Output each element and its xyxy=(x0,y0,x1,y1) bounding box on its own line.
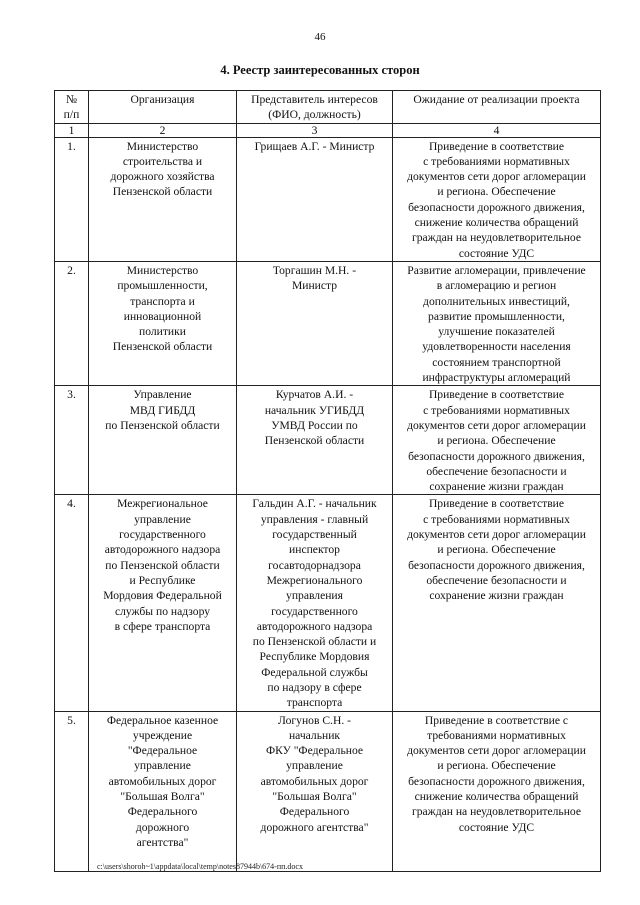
representative-text-line: начальник УГИБДД xyxy=(264,403,365,417)
registry-body xyxy=(55,137,601,871)
representative-text-line: управления - главный xyxy=(260,512,369,526)
organization-text-line: Федерального xyxy=(127,805,198,819)
representative-text-line: по надзору в сфере xyxy=(267,680,362,694)
page-number: 46 xyxy=(314,31,326,43)
cell-organization xyxy=(89,137,237,261)
organization-text-line: управление xyxy=(134,759,191,773)
expectation-text-line: в агломерацию и регион xyxy=(436,279,557,293)
row-number: 2. xyxy=(55,261,89,385)
representative-text-line: автомобильных дорог xyxy=(260,774,369,788)
header-expectation: Ожидание от реализации проекта xyxy=(393,91,601,124)
table-row xyxy=(55,495,601,711)
expectation-text-line: состояние УДС xyxy=(458,246,535,260)
row-number: 5. xyxy=(55,711,89,871)
expectation-text-line: с требованиями нормативных xyxy=(423,403,570,417)
expectation-text-line: развитие промышленности, xyxy=(428,309,565,323)
cell-organization xyxy=(89,261,237,385)
header-num-line1: № xyxy=(65,93,78,106)
row-number: 4. xyxy=(55,495,89,711)
representative-text-line: Пензенской области xyxy=(264,434,365,448)
cell-representative xyxy=(237,261,393,385)
expectation-text-line: Приведение в соответствие xyxy=(428,139,565,153)
expectation-text-line: Приведение в соответствие с xyxy=(424,713,569,727)
header-num-line2: п/п xyxy=(63,108,80,122)
representative-text-line: управление xyxy=(286,759,343,773)
organization-text-line: Министерство xyxy=(126,263,199,277)
representative-text-line: управления xyxy=(286,589,343,603)
representative-text-line: Межрегионального xyxy=(266,573,363,587)
organization-text-line: агентства" xyxy=(136,835,189,849)
expectation-text-line: и региона. Обеспечение xyxy=(437,185,556,199)
representative-text-line: госавтодорнадзора xyxy=(268,558,361,572)
organization-text-line: по Пензенской области xyxy=(105,418,220,432)
expectation-text-line: сохранение жизни граждан xyxy=(429,480,564,494)
organization-text-line: "Большая Волга" xyxy=(120,790,205,804)
representative-text-line: "Большая Волга" xyxy=(272,790,357,804)
row-number: 3. xyxy=(55,386,89,495)
cell-expectation xyxy=(393,495,601,711)
expectation-text-line: снижение количества обращений xyxy=(414,216,579,230)
organization-text-line: Министерство xyxy=(126,139,199,153)
organization-text-line: политики xyxy=(139,325,186,339)
expectation-text-line: обеспечение безопасности и xyxy=(426,464,567,478)
organization-text-line: автодорожного надзора xyxy=(104,543,221,557)
table-row xyxy=(55,137,601,261)
table-row xyxy=(55,711,601,871)
organization-text-line: автомобильных дорог xyxy=(108,774,217,788)
cell-expectation xyxy=(393,711,601,871)
cell-expectation xyxy=(393,261,601,385)
cell-representative xyxy=(237,386,393,495)
organization-text-line: промышленности, xyxy=(117,279,208,293)
column-number: 2 xyxy=(89,123,237,137)
expectation-text-line: и региона. Обеспечение xyxy=(437,759,556,773)
expectation-text-line: дополнительных инвестиций, xyxy=(423,294,570,308)
expectation-text-line: сохранение жизни граждан xyxy=(429,589,564,603)
organization-text-line: Мордовия Федеральной xyxy=(103,589,222,603)
header-representative-line2: (ФИО, должность) xyxy=(268,108,361,122)
row-number: 1. xyxy=(55,137,89,261)
representative-text-line: Федеральной службы xyxy=(261,665,368,679)
representative-text-line: ФКУ "Федеральное xyxy=(265,744,364,758)
representative-text-line: Республике Мордовия xyxy=(259,650,370,664)
expectation-text-line: с требованиями нормативных xyxy=(423,512,570,526)
cell-representative xyxy=(237,137,393,261)
representative-text-line: Грищаев А.Г. - Министр xyxy=(254,139,375,153)
expectation-text-line: с требованиями нормативных xyxy=(423,154,570,168)
cell-organization xyxy=(89,711,237,871)
expectation-text-line: безопасности дорожного движения, xyxy=(408,449,585,463)
expectation-text-line: Приведение в соответствие xyxy=(428,388,565,402)
organization-text-line: строительства и xyxy=(122,154,203,168)
expectation-text-line: состоянием транспортной xyxy=(432,355,561,369)
expectation-text-line: удовлетворенности населения xyxy=(422,340,571,354)
cell-representative xyxy=(237,495,393,711)
table-header-row xyxy=(55,91,601,124)
expectation-text-line: граждан на неудовлетворительное xyxy=(411,805,581,819)
representative-text-line: Гальдин А.Г. - начальник xyxy=(252,497,377,511)
representative-text-line: Министр xyxy=(291,279,338,293)
stakeholder-registry-table xyxy=(54,90,601,872)
organization-text-line: в сфере транспорта xyxy=(114,619,211,633)
representative-text-line: Курчатов А.И. - xyxy=(275,388,354,402)
cell-expectation xyxy=(393,386,601,495)
expectation-text-line: инфраструктуры агломераций xyxy=(422,371,571,385)
expectation-text-line: граждан на неудовлетворительное xyxy=(411,231,581,245)
organization-text-line: и Республике xyxy=(129,573,196,587)
organization-text-line: Пензенской области xyxy=(112,340,213,354)
header-representative-line1: Представитель интересов xyxy=(251,93,378,106)
column-number: 3 xyxy=(237,123,393,137)
organization-text-line: учреждение xyxy=(132,728,193,742)
expectation-text-line: документов сети дорог агломерации xyxy=(407,418,586,432)
organization-text-line: государственного xyxy=(119,528,206,542)
section-title: 4. Реестр заинтересованных сторон xyxy=(220,63,420,77)
representative-text-line: инспектор xyxy=(289,543,340,557)
representative-text-line: государственный xyxy=(272,528,357,542)
cell-expectation xyxy=(393,137,601,261)
expectation-text-line: улучшение показателей xyxy=(438,325,555,339)
representative-text-line: Логунов С.Н. - xyxy=(278,713,351,727)
organization-text-line: "Федеральное xyxy=(127,744,198,758)
expectation-text-line: документов сети дорог агломерации xyxy=(407,528,586,542)
expectation-text-line: Приведение в соответствие xyxy=(428,497,565,511)
organization-text-line: Федеральное казенное xyxy=(106,713,219,727)
header-organization: Организация xyxy=(89,91,237,124)
representative-text-line: автодорожного надзора xyxy=(256,619,373,633)
representative-text-line: транспорта xyxy=(286,696,343,710)
representative-text-line: Федерального xyxy=(279,805,350,819)
expectation-text-line: состояние УДС xyxy=(458,820,535,834)
expectation-text-line: документов сети дорог агломерации xyxy=(407,170,586,184)
organization-text-line: дорожного хозяйства xyxy=(110,170,215,184)
expectation-text-line: обеспечение безопасности и xyxy=(426,573,567,587)
header-num xyxy=(55,91,89,124)
column-number-row xyxy=(55,123,601,137)
organization-text-line: Межрегиональное xyxy=(117,497,208,511)
table-row xyxy=(55,386,601,495)
organization-text-line: Управление xyxy=(133,388,192,402)
representative-text-line: дорожного агентства" xyxy=(260,820,369,834)
representative-text-line: начальник xyxy=(288,728,341,742)
organization-text-line: Пензенской области xyxy=(112,185,213,199)
representative-text-line: по Пензенской области и xyxy=(252,635,377,649)
table-row xyxy=(55,261,601,385)
column-number: 1 xyxy=(55,123,89,137)
expectation-text-line: Развитие агломерации, привлечение xyxy=(407,263,586,277)
organization-text-line: МВД ГИБДД xyxy=(129,403,196,417)
cell-organization xyxy=(89,386,237,495)
organization-text-line: службы по надзору xyxy=(114,604,211,618)
representative-text-line: государственного xyxy=(271,604,358,618)
organization-text-line: инновационной xyxy=(123,309,202,323)
organization-text-line: дорожного xyxy=(135,820,190,834)
cell-representative xyxy=(237,711,393,871)
expectation-text-line: и региона. Обеспечение xyxy=(437,434,556,448)
expectation-text-line: безопасности дорожного движения, xyxy=(408,200,585,214)
header-representative xyxy=(237,91,393,124)
column-number: 4 xyxy=(393,123,601,137)
footer-file-path: c:\users\shoroh~1\appdata\local\temp\notes87944b\674-пп.docx xyxy=(97,862,303,871)
representative-text-line: УМВД России по xyxy=(271,418,358,432)
expectation-text-line: требованиями нормативных xyxy=(427,728,566,742)
expectation-text-line: безопасности дорожного движения, xyxy=(408,774,585,788)
organization-text-line: транспорта и xyxy=(130,294,195,308)
organization-text-line: управление xyxy=(134,512,191,526)
expectation-text-line: документов сети дорог агломерации xyxy=(407,744,586,758)
organization-text-line: по Пензенской области xyxy=(105,558,220,572)
expectation-text-line: безопасности дорожного движения, xyxy=(408,558,585,572)
representative-text-line: Торгашин М.Н. - xyxy=(272,263,357,277)
expectation-text-line: снижение количества обращений xyxy=(414,790,579,804)
expectation-text-line: и региона. Обеспечение xyxy=(437,543,556,557)
cell-organization xyxy=(89,495,237,711)
